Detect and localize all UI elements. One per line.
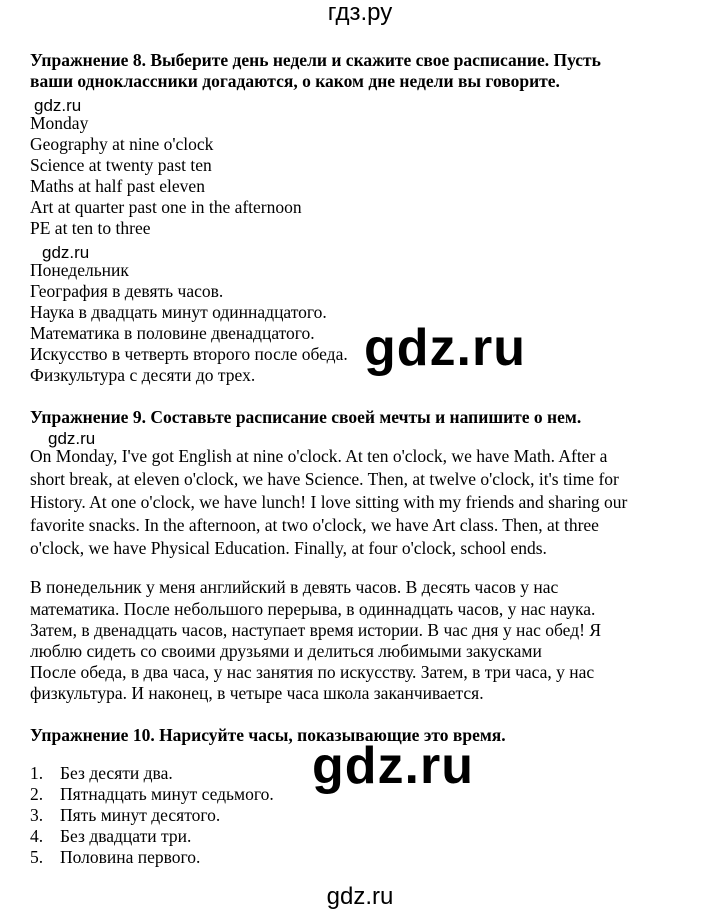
ex10-list-item — [30, 805, 220, 826]
ex8-english-line: PE at ten to three — [30, 218, 151, 238]
ex10-item-text: Пять минут десятого. — [60, 805, 221, 825]
ex8-english-line: Science at twenty past ten — [30, 155, 212, 175]
ex8-english-line: Monday — [30, 113, 89, 133]
ex9-russian-line: После обеда, в два часа, у нас занятия по искусству. Затем, в три часа, у нас — [30, 662, 595, 682]
ex10-item-number: 3. — [30, 805, 44, 825]
ex10-item-number: 4. — [30, 826, 44, 846]
ex9-english-line: On Monday, I've got English at nine o'clock. At ten o'clock, we have Math. After a — [30, 446, 608, 466]
ex9-english-line: o'clock, we have Physical Education. Finally, at four o'clock, school ends. — [30, 538, 547, 558]
ex10-list-item — [30, 784, 274, 805]
ex8-russian-line: География в девять часов. — [30, 281, 224, 301]
watermark-small: gdz.ru — [34, 96, 82, 115]
ex9-english-line: favorite snacks. In the afternoon, at two o'clock, we have Art class. Then, at three — [30, 515, 599, 535]
ex10-item-text: Без десяти два. — [60, 763, 173, 783]
ex10-list-item — [30, 763, 173, 784]
ex9-russian-line: математика. После небольшого перерыва, в одиннадцать часов, у нас наука. — [30, 599, 596, 619]
ex8-heading-line2: ваши одноклассники догадаются, о каком дне недели вы говорите. — [30, 71, 560, 91]
ex9-russian-line: люблю сидеть со своими друзьями и делиться любимыми закусками — [30, 641, 542, 661]
site-footer[interactable]: gdz.ru — [326, 883, 394, 910]
ex8-russian-line: Искусство в четверть второго после обеда. — [30, 344, 348, 364]
ex9-russian-line: физкультура. И наконец, в четыре часа школа заканчивается. — [30, 683, 484, 703]
ex10-heading: Упражнение 10. Нарисуйте часы, показывающие это время. — [30, 725, 506, 745]
ex10-item-text: Без двадцати три. — [60, 826, 192, 846]
watermark-small: gdz.ru — [48, 429, 96, 448]
ex8-russian-line: Понедельник — [30, 260, 129, 280]
ex8-heading-line1: Упражнение 8. Выберите день недели и скажите свое расписание. Пусть — [30, 50, 601, 70]
ex10-item-text: Половина первого. — [60, 847, 201, 867]
ex8-english-line: Geography at nine o'clock — [30, 134, 214, 154]
ex8-english-line: Maths at half past eleven — [30, 176, 205, 196]
ex10-item-number: 1. — [30, 763, 44, 783]
ex8-russian-line: Математика в половине двенадцатого. — [30, 323, 315, 343]
ex9-heading: Упражнение 9. Составьте расписание своей мечты и напишите о нем. — [30, 407, 582, 427]
ex10-list-item — [30, 847, 200, 868]
ex10-list-item — [30, 826, 191, 847]
ex10-item-number: 2. — [30, 784, 44, 804]
ex8-russian-line: Физкультура с десяти до трех. — [30, 365, 256, 385]
watermark-big: gdz.ru — [312, 737, 474, 795]
ex9-english-line: short break, at eleven o'clock, we have Science. Then, at twelve o'clock, it's time for — [30, 469, 619, 489]
watermark-big: gdz.ru — [364, 319, 526, 377]
ex10-item-text: Пятнадцать минут седьмого. — [60, 784, 274, 804]
site-header[interactable]: гдз.ру — [327, 0, 393, 26]
ex9-russian-line: Затем, в двенадцать часов, наступает время истории. В час дня у нас обед! Я — [30, 620, 601, 640]
ex8-russian-line: Наука в двадцать минут одиннадцатого. — [30, 302, 327, 322]
watermark-small: gdz.ru — [42, 243, 90, 262]
ex10-item-number: 5. — [30, 847, 44, 867]
ex9-english-line: History. At one o'clock, we have lunch! I love sitting with my friends and sharing our — [30, 492, 628, 512]
ex8-english-line: Art at quarter past one in the afternoon — [30, 197, 302, 217]
ex9-russian-line: В понедельник у меня английский в девять часов. В десять часов у нас — [30, 577, 559, 597]
